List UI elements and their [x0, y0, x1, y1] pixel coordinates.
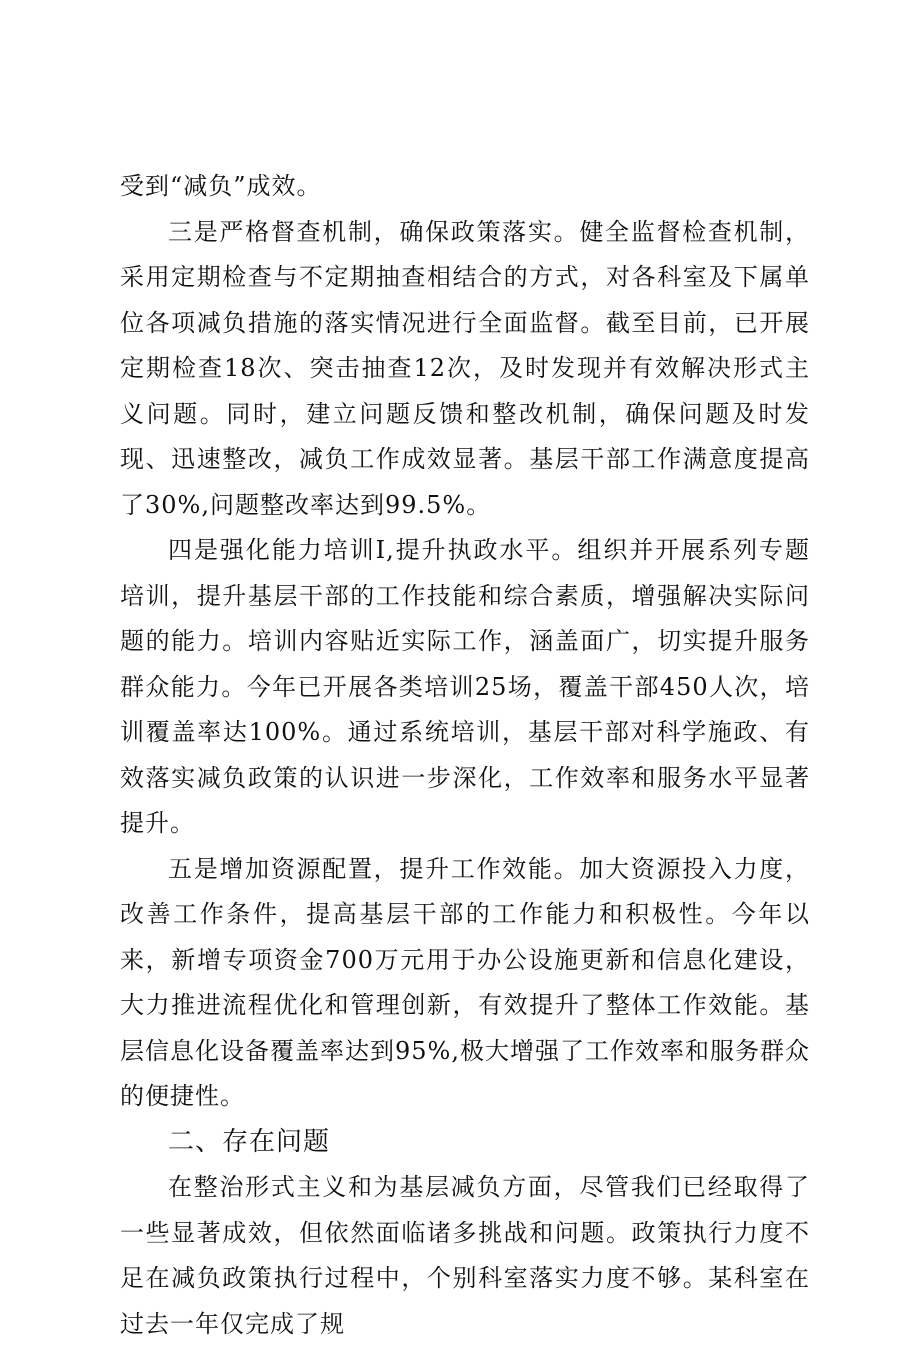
document-body [120, 164, 810, 1347]
paragraph-continuation: 受到“减负”成效。 [120, 172, 322, 200]
paragraph-resources: 五是增加资源配置，提升工作效能。加大资源投入力度，改善工作条件，提高基层干部的工作能力和积极性。今年以来，新增专项资金700万元用于办公设施更新和信息化建设，大力推进流程优化和管理创新，有效提升了整体工作效能。基层信息化设备覆盖率达到95%,极大增强了工作效率和服务群众的便捷性。 [120, 854, 810, 1110]
paragraph-training: 四是强化能力培训I,提升执政水平。组织并开展系列专题培训，提升基层干部的工作技能和综合素质，增强解决实际问题的能力。培训内容贴近实际工作，涵盖面广，切实提升服务群众能力。今年已开展各类培训25场，覆盖干部450人次，培训覆盖率达100%。通过系统培训，基层干部对科学施政、有效落实减负政策的认识进一步深化，工作效率和服务水平显著提升。 [120, 536, 810, 837]
paragraph-supervision: 三是严格督查机制，确保政策落实。健全监督检查机制，采用定期检查与不定期抽查相结合的方式，对各科室及下属单位各项减负措施的落实情况进行全面监督。截至目前，已开展定期检查18次、突击抽查12次，及时发现并有效解决形式主义问题。同时，建立问题反馈和整改机制，确保问题及时发现、迅速整改，减负工作成效显著。基层干部工作满意度提高了30%,问题整改率达到99.5%。 [120, 217, 810, 519]
section-heading-problems: 二、存在问题 [168, 1126, 331, 1157]
paragraph-problems: 在整治形式主义和为基层减负方面，尽管我们已经取得了一些显著成效，但依然面临诸多挑战和问题。政策执行力度不足在减负政策执行过程中，个别科室落实力度不够。某科室在过去一年仅完成了规 [120, 1173, 810, 1338]
